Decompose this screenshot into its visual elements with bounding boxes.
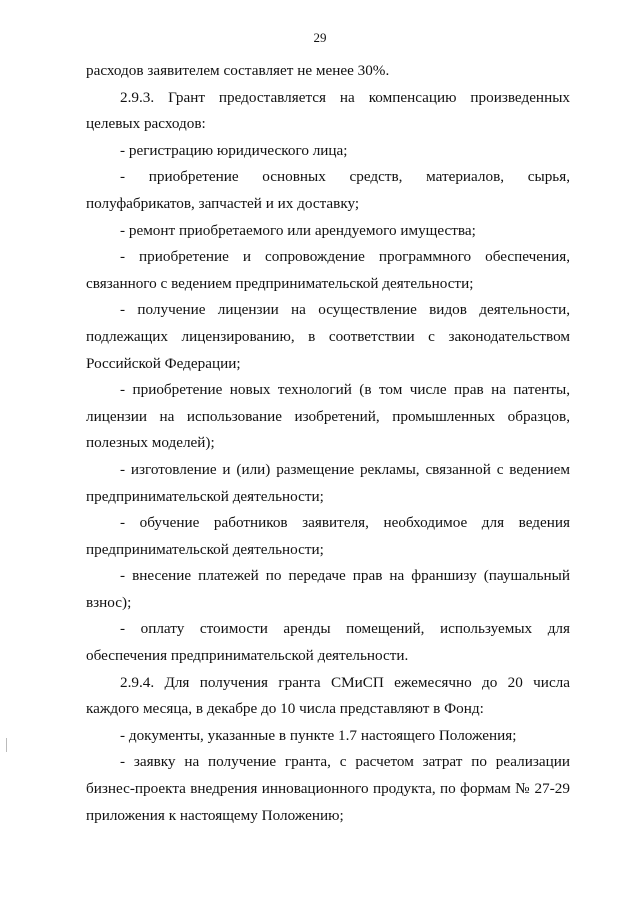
paragraph-4: - приобретение основных средств, материалов, сырья, полуфабрикатов, запчастей и их доставку; <box>86 168 570 212</box>
paragraph-7: - получение лицензии на осуществление видов деятельности, подлежащих лицензированию, в соответствии с законодательством Российской Федерации; <box>86 301 570 372</box>
paragraph-9: - изготовление и (или) размещение рекламы, связанной с ведением предпринимательской деятельности; <box>86 460 570 505</box>
paragraph-6: - приобретение и сопровождение программного обеспечения, связанного с ведением предпринимательской деятельности; <box>86 248 570 292</box>
page-number: 29 <box>313 30 327 45</box>
paragraph-12: - оплату стоимости аренды помещений, используемых для обеспечения предпринимательской деятельности. <box>86 620 570 665</box>
paragraph-14: - документы, указанные в пункте 1.7 настоящего Положения; <box>120 726 517 744</box>
paragraph-11: - внесение платежей по передаче прав на франшизу (паушальный взнос); <box>86 567 570 611</box>
paragraph-8: - приобретение новых технологий (в том числе прав на патенты, лицензии на использование изобретений, промышленных образцов, полезных моделей); <box>86 381 570 452</box>
paragraph-5: - ремонт приобретаемого или арендуемого имущества; <box>120 221 476 239</box>
paragraph-13: 2.9.4. Для получения гранта СМиСП ежемесячно до 20 числа каждого месяца, в декабре до 10 числа представляют в Фонд: <box>86 673 570 718</box>
paragraph-2: 2.9.3. Грант предоставляется на компенсацию произведенных целевых расходов: <box>86 88 570 133</box>
document-body <box>86 58 570 829</box>
paragraph-15: - заявку на получение гранта, с расчетом затрат по реализации бизнес-проекта внедрения инновационного продукта, по формам № 27-29 приложения к настоящему Положению; <box>86 753 570 824</box>
paragraph-1: расходов заявителем составляет не менее 30%. <box>86 62 390 79</box>
scan-margin-mark <box>6 738 7 752</box>
paragraph-10: - обучение работников заявителя, необходимое для ведения предпринимательской деятельности; <box>86 514 570 558</box>
paragraph-3: - регистрацию юридического лица; <box>120 141 348 159</box>
